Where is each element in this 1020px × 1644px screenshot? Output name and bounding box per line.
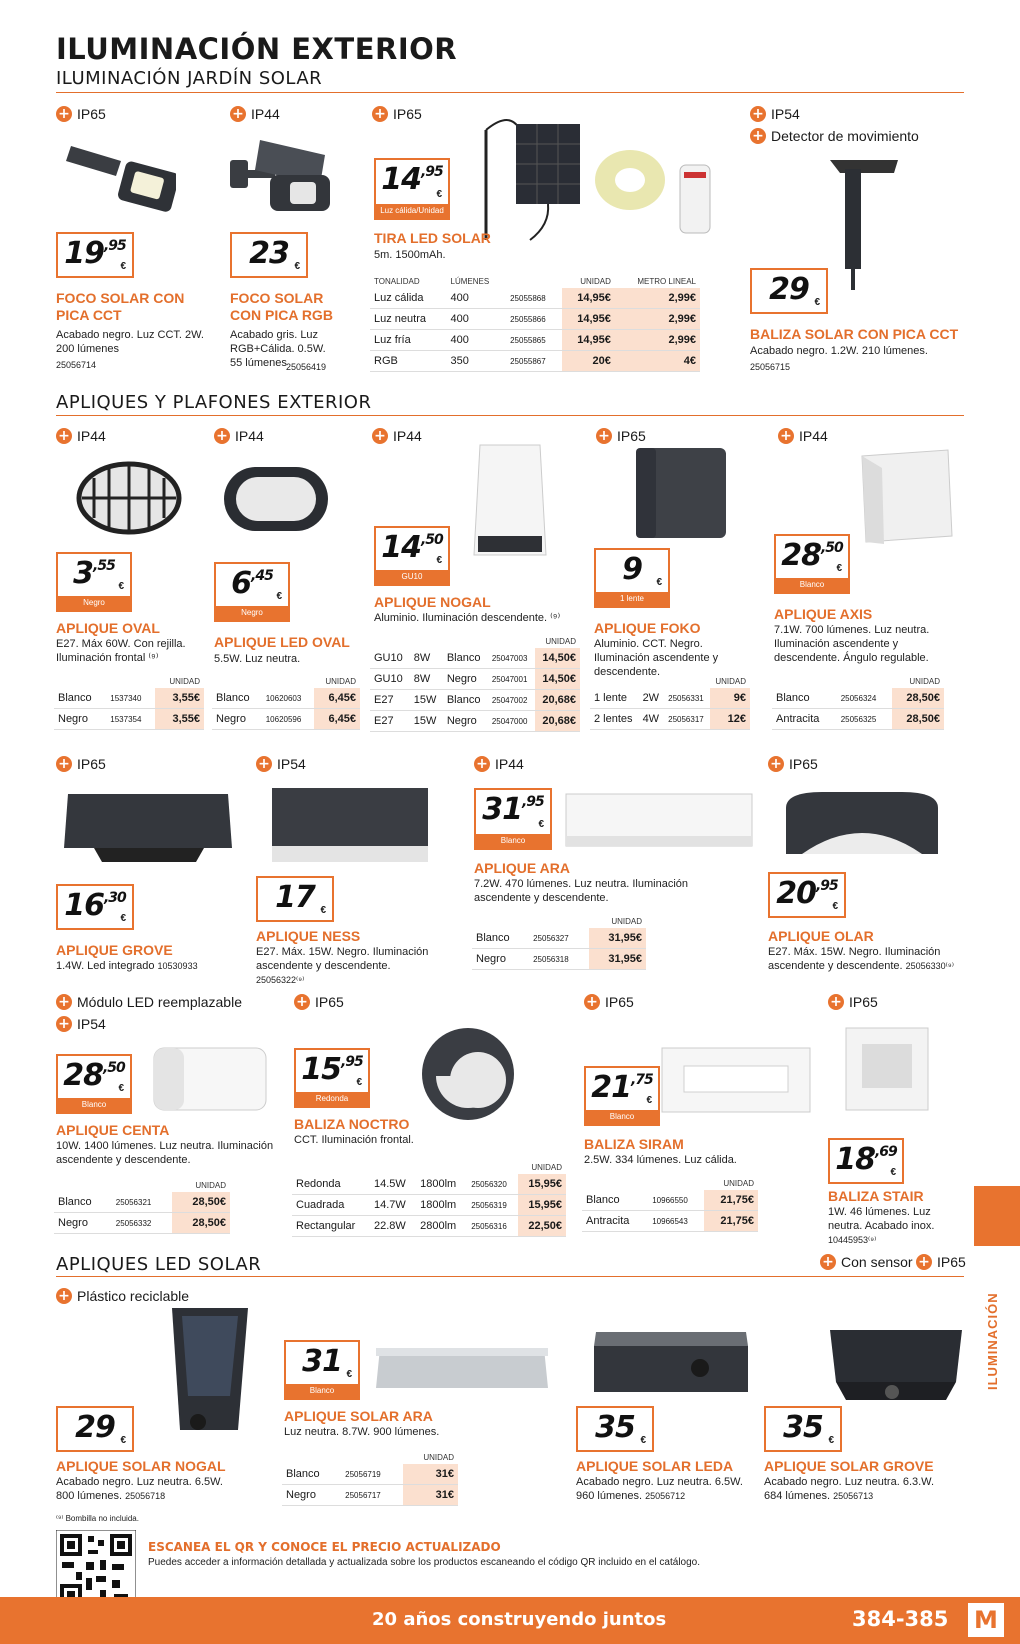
product-desc: Acabado gris. Luz RGB+Cálida. 0.5W. 55 lúmenes — [230, 329, 326, 369]
product-desc: CCT. Iluminación frontal. — [294, 1134, 414, 1146]
product-desc: Aluminio. CCT. Negro. Iluminación ascendente y descendente. — [594, 638, 719, 678]
plus-icon: + — [56, 756, 72, 772]
product-name: FOCO SOLAR CON PICA RGB — [230, 290, 333, 323]
product-desc: E27. Máx 60W. Con rejilla. Iluminación frontal ⁽⁹⁾ — [56, 638, 186, 664]
badge-ip: + IP44 — [214, 428, 264, 444]
baliza-noctro-image — [418, 1024, 518, 1124]
plus-icon: + — [56, 1016, 72, 1032]
product-name: APLIQUE NESS — [256, 928, 361, 944]
aplique-grove-image — [64, 788, 234, 868]
product-name: APLIQUE GROVE — [56, 942, 173, 958]
price-box: $31^{,95}$ € Blanco — [474, 788, 552, 850]
table-row: 2 lentes 4W 25056317 12€ — [590, 709, 750, 730]
table-row: E27 15W Blanco 25047002 20,68€ — [370, 690, 580, 711]
product-name: BALIZA NOCTRO — [294, 1116, 410, 1132]
price-box: $28^{,50}$ € Blanco — [56, 1054, 132, 1114]
aplique-solar-ara-image — [374, 1346, 550, 1392]
price-box: $14^{,95}$ € Luz cálida/Unidad — [374, 158, 450, 220]
baliza-siram-image — [660, 1046, 812, 1116]
table-row: Blanco 10620603 6,45€ — [212, 688, 360, 709]
product-desc: 10W. 1400 lúmenes. Luz neutra. Iluminación ascendente y descendente. — [56, 1140, 274, 1166]
qr-title: ESCANEA EL QR Y CONOCE EL PRECIO ACTUALIZADO — [148, 1540, 501, 1554]
noctro-price-table: UNIDAD Redonda 14.5W 1800lm 25056320 15,95€ Cuadrada 14.7W 1800lm 25056319 15,95€ Rectangular 22.8W 2800lm 25056316 22,50€ — [292, 1160, 566, 1237]
price-box: 9 € 1 lente — [594, 548, 670, 608]
plus-icon: + — [372, 428, 388, 444]
product-name: BALIZA SIRAM — [584, 1136, 684, 1152]
baliza-stair-image — [842, 1024, 932, 1114]
oval-price-table: UNIDAD Blanco 1537340 3,55€ Negro 1537354 3,55€ — [54, 674, 204, 730]
price-box: 35 € — [764, 1406, 842, 1452]
table-row: Negro 1537354 3,55€ — [54, 709, 204, 730]
plus-icon: + — [778, 428, 794, 444]
badge-sensor: + Con sensor — [820, 1254, 913, 1270]
svg-text:ILUMINACIÓN: ILUMINACIÓN — [985, 1292, 1000, 1390]
badge-ip: + IP65 — [768, 756, 818, 772]
siram-price-table: UNIDAD Blanco 10966550 21,75€ Antracita 10966543 21,75€ — [582, 1176, 758, 1232]
baliza-solar-image — [820, 155, 900, 295]
badge-ip: + IP44 — [230, 106, 280, 122]
table-row: Blanco 25056321 28,50€ — [54, 1192, 230, 1213]
section-title-apliques-led-solar: APLIQUES LED SOLAR — [56, 1254, 262, 1275]
product-desc: Acabado negro. Luz neutra. 6.5W. 960 lúmenes. 25056712 — [576, 1476, 743, 1502]
badge-ip: + IP65 — [56, 106, 106, 122]
product-name: FOCO SOLAR CON PICA CCT — [56, 290, 185, 323]
product-name: APLIQUE SOLAR GROVE — [764, 1458, 934, 1474]
product-desc: 1W. 46 lúmenes. Luz neutra. Acabado inox. 10445953⁽⁹⁾ — [828, 1206, 935, 1245]
product-name: APLIQUE SOLAR LEDA — [576, 1458, 734, 1474]
price-box: $21^{,75}$ € Blanco — [584, 1066, 660, 1126]
aplique-solar-nogal-image — [168, 1306, 252, 1436]
plus-icon: + — [916, 1254, 932, 1270]
product-desc: Aluminio. Iluminación descendente. ⁽⁹⁾ — [374, 612, 561, 624]
table-row: Redonda 14.5W 1800lm 25056320 15,95€ — [292, 1174, 566, 1195]
price-box: $15^{,95}$ € Redonda — [294, 1048, 370, 1108]
product-desc: E27. Máx. 15W. Negro. Iluminación ascendente y descendente. 25056322⁽⁹⁾ — [256, 946, 429, 985]
product-desc: 7.2W. 470 lúmenes. Luz neutra. Iluminación ascendente y descendente. — [474, 878, 689, 904]
aplique-led-oval-image — [222, 465, 332, 535]
badge-module: + Módulo LED reemplazable — [56, 994, 242, 1010]
table-row: Negro 25056332 28,50€ — [54, 1213, 230, 1234]
table-row: Antracita 25056325 28,50€ — [772, 709, 944, 730]
product-name: APLIQUE NOGAL — [374, 594, 491, 610]
plus-icon: + — [768, 756, 784, 772]
product-name: APLIQUE OVAL — [56, 620, 160, 636]
section-title-jardin-solar: ILUMINACIÓN JARDÍN SOLAR — [56, 68, 323, 89]
product-code: 25056714 — [56, 360, 97, 370]
table-row: Antracita 10966543 21,75€ — [582, 1211, 758, 1232]
plus-icon: + — [750, 106, 766, 122]
price-box: 31 € Blanco — [284, 1340, 360, 1400]
product-code: 25056715 — [750, 362, 791, 372]
solar-ara-price-table: UNIDAD Blanco 25056719 31€ Negro 25056717 31€ — [282, 1450, 458, 1506]
plus-icon: + — [596, 428, 612, 444]
section-rule — [56, 92, 964, 93]
price-box: $28^{,50}$ € Blanco — [774, 534, 850, 594]
table-row: GU10 8W Negro 25047001 14,50€ — [370, 669, 580, 690]
price-box: 17 € — [256, 876, 334, 922]
product-name: APLIQUE LED OVAL — [214, 634, 350, 650]
aplique-foko-image — [632, 444, 732, 544]
badge-ip: + IP65 — [372, 106, 422, 122]
table-row: Cuadrada 14.7W 1800lm 25056319 15,95€ — [292, 1195, 566, 1216]
plus-icon: + — [56, 106, 72, 122]
badge-ip: + IP65 — [596, 428, 646, 444]
aplique-oval-image — [74, 458, 184, 538]
aplique-axis-image — [852, 448, 956, 548]
product-desc: 2.5W. 334 lúmenes. Luz cálida. — [584, 1154, 737, 1166]
badge-ip: + IP65 — [828, 994, 878, 1010]
product-name: APLIQUE OLAR — [768, 928, 874, 944]
table-row: Negro 25056318 31,95€ — [472, 949, 646, 970]
price-box: $6^{,45}$ € Negro — [214, 562, 290, 622]
brand-logo: M — [968, 1603, 1004, 1637]
led-oval-price-table: UNIDAD Blanco 10620603 6,45€ Negro 10620596 6,45€ — [212, 674, 360, 730]
price-box: $18^{,69}$ € — [828, 1138, 904, 1184]
product-name: APLIQUE SOLAR NOGAL — [56, 1458, 226, 1474]
table-row: 1 lente 2W 25056331 9€ — [590, 688, 750, 709]
price-box: 29 € — [56, 1406, 134, 1452]
product-name: BALIZA SOLAR CON PICA CCT — [750, 326, 959, 342]
badge-ip: + IP44 — [56, 428, 106, 444]
badge-ip: + IP44 — [778, 428, 828, 444]
price-box: $3^{,55}$ € Negro — [56, 552, 132, 612]
price-box: $14^{,50}$ € GU10 — [374, 526, 450, 586]
product-code: 25056419 — [286, 362, 327, 372]
page-numbers: 384-385 — [852, 1607, 949, 1631]
product-desc: Acabado negro. Luz neutra. 6.3.W. 684 lúmenes. 25056713 — [764, 1476, 935, 1502]
product-name: APLIQUE FOKO — [594, 620, 701, 636]
table-row: Luz fría 400 25055865 14,95€ 2,99€ — [370, 330, 700, 351]
product-name: APLIQUE CENTA — [56, 1122, 170, 1138]
plus-icon: + — [230, 106, 246, 122]
plus-icon: + — [820, 1254, 836, 1270]
aplique-olar-image — [782, 788, 942, 858]
price-box: $19^{,95}$ € — [56, 232, 134, 278]
plus-icon: + — [372, 106, 388, 122]
qr-text: Puedes acceder a información detallada y actualizada sobre los productos escaneando el código QR incluido en el catálogo. — [148, 1557, 701, 1568]
side-tab — [974, 1186, 1020, 1246]
badge-ip: + IP54 — [750, 106, 800, 122]
product-name: APLIQUE AXIS — [774, 606, 873, 622]
price-box: 35 € — [576, 1406, 654, 1452]
ara-price-table: UNIDAD Blanco 25056327 31,95€ Negro 25056318 31,95€ — [472, 914, 646, 970]
plus-icon: + — [256, 756, 272, 772]
badge-ip: + IP54 — [56, 1016, 106, 1032]
product-desc: 5m. 1500mAh. — [374, 249, 446, 261]
product-desc: Luz neutra. 8.7W. 900 lúmenes. — [284, 1426, 440, 1438]
price-box: 23 € — [230, 232, 308, 278]
aplique-nogal-image — [470, 440, 550, 560]
product-name: APLIQUE ARA — [474, 860, 570, 876]
product-desc: 5.5W. Luz neutra. — [214, 653, 301, 665]
table-row: Blanco 25056719 31€ — [282, 1464, 458, 1485]
badge-ip: + IP44 — [474, 756, 524, 772]
product-desc: E27. Máx. 15W. Negro. Iluminación ascendente y descendente. 25056330⁽⁹⁾ — [768, 946, 954, 972]
page-title: ILUMINACIÓN EXTERIOR — [56, 32, 458, 66]
badge-ip: + IP44 — [372, 428, 422, 444]
centa-price-table: UNIDAD Blanco 25056321 28,50€ Negro 25056332 28,50€ — [54, 1178, 230, 1234]
product-desc: Acabado negro. Luz neutra. 6.5W. 800 lúmenes. 25056718 — [56, 1476, 223, 1502]
side-category-label — [982, 1265, 1002, 1395]
foco-solar-rgb-image — [230, 140, 340, 220]
section-rule — [56, 1276, 964, 1277]
table-row: Rectangular 22.8W 2800lm 25056316 22,50€ — [292, 1216, 566, 1237]
product-name: BALIZA STAIR — [828, 1188, 924, 1204]
price-box: 29 € — [750, 268, 828, 314]
section-rule — [56, 415, 964, 416]
plus-icon: + — [56, 994, 72, 1010]
aplique-solar-grove-image — [826, 1328, 966, 1404]
plus-icon: + — [214, 428, 230, 444]
product-desc: 1.4W. Led integrado 10530933 — [56, 960, 198, 972]
footnote: ⁽⁹⁾ Bombilla no incluida. — [56, 1514, 139, 1523]
badge-ip: + IP54 — [256, 756, 306, 772]
plus-icon: + — [750, 128, 766, 144]
product-name: APLIQUE SOLAR ARA — [284, 1408, 433, 1424]
table-row: Luz cálida 400 25055868 14,95€ 2,99€ — [370, 288, 700, 309]
table-row: RGB 350 25055867 20€ 4€ — [370, 351, 700, 372]
badge-recycled: + Plástico reciclable — [56, 1288, 189, 1304]
section-title-apliques-plafones: APLIQUES Y PLAFONES EXTERIOR — [56, 392, 372, 413]
plus-icon: + — [828, 994, 844, 1010]
table-row: Blanco 10966550 21,75€ — [582, 1190, 758, 1211]
table-row: Negro 10620596 6,45€ — [212, 709, 360, 730]
table-row: E27 15W Negro 25047000 20,68€ — [370, 711, 580, 732]
aplique-ara-image — [564, 792, 754, 852]
badge-sensor: + Detector de movimiento — [750, 128, 919, 144]
product-desc: 7.1W. 700 lúmenes. Luz neutra. Iluminación ascendente y descendente. Ángulo regulable. — [774, 624, 930, 664]
footer-slogan: 20 años construyendo juntos — [372, 1609, 667, 1630]
plus-icon: + — [294, 994, 310, 1010]
tira-led-solar-image — [470, 110, 720, 250]
plus-icon: + — [56, 428, 72, 444]
foco-solar-cct-image — [66, 136, 176, 216]
table-row: Luz neutra 400 25055866 14,95€ 2,99€ — [370, 309, 700, 330]
badge-ip: + IP65 — [584, 994, 634, 1010]
table-row: Negro 25056717 31€ — [282, 1485, 458, 1506]
plus-icon: + — [56, 1288, 72, 1304]
product-desc: Acabado negro. 1.2W. 210 lúmenes. — [750, 345, 928, 357]
price-box: $16^{,30}$ € — [56, 884, 134, 930]
foko-price-table: UNIDAD 1 lente 2W 25056331 9€ 2 lentes 4W 25056317 12€ — [590, 674, 750, 730]
aplique-centa-image — [150, 1044, 270, 1114]
table-row: Blanco 25056324 28,50€ — [772, 688, 944, 709]
aplique-ness-image — [270, 786, 430, 866]
plus-icon: + — [584, 994, 600, 1010]
badge-ip: + IP65 — [294, 994, 344, 1010]
axis-price-table: UNIDAD Blanco 25056324 28,50€ Antracita 25056325 28,50€ — [772, 674, 944, 730]
table-row: Blanco 25056327 31,95€ — [472, 928, 646, 949]
product-desc: Acabado negro. Luz CCT. 2W. 200 lúmenes — [56, 329, 204, 355]
product-name: TIRA LED SOLAR — [374, 230, 491, 246]
plus-icon: + — [474, 756, 490, 772]
aplique-solar-leda-image — [590, 1330, 752, 1400]
tira-price-table: TONALIDAD LÚMENES UNIDAD METRO LINEAL Luz cálida 400 25055868 14,95€ 2,99€ Luz neutra 400 25055866 14,95€ 2,99€ Luz fría 400 25055865 14,95€ 2,99€ RGB 350 25055867 20€ 4€ — [370, 274, 700, 372]
badge-ip: + IP65 — [916, 1254, 966, 1270]
price-box: $20^{,95}$ € — [768, 872, 846, 918]
table-row: Blanco 1537340 3,55€ — [54, 688, 204, 709]
nogal-price-table: UNIDAD GU10 8W Blanco 25047003 14,50€ GU10 8W Negro 25047001 14,50€ E27 15W Blanco 25047002 20,68€ E27 15W Negro 25047000 20,68€ — [370, 634, 580, 732]
table-row: GU10 8W Blanco 25047003 14,50€ — [370, 648, 580, 669]
badge-ip: + IP65 — [56, 756, 106, 772]
footer-bar — [0, 1597, 1020, 1644]
